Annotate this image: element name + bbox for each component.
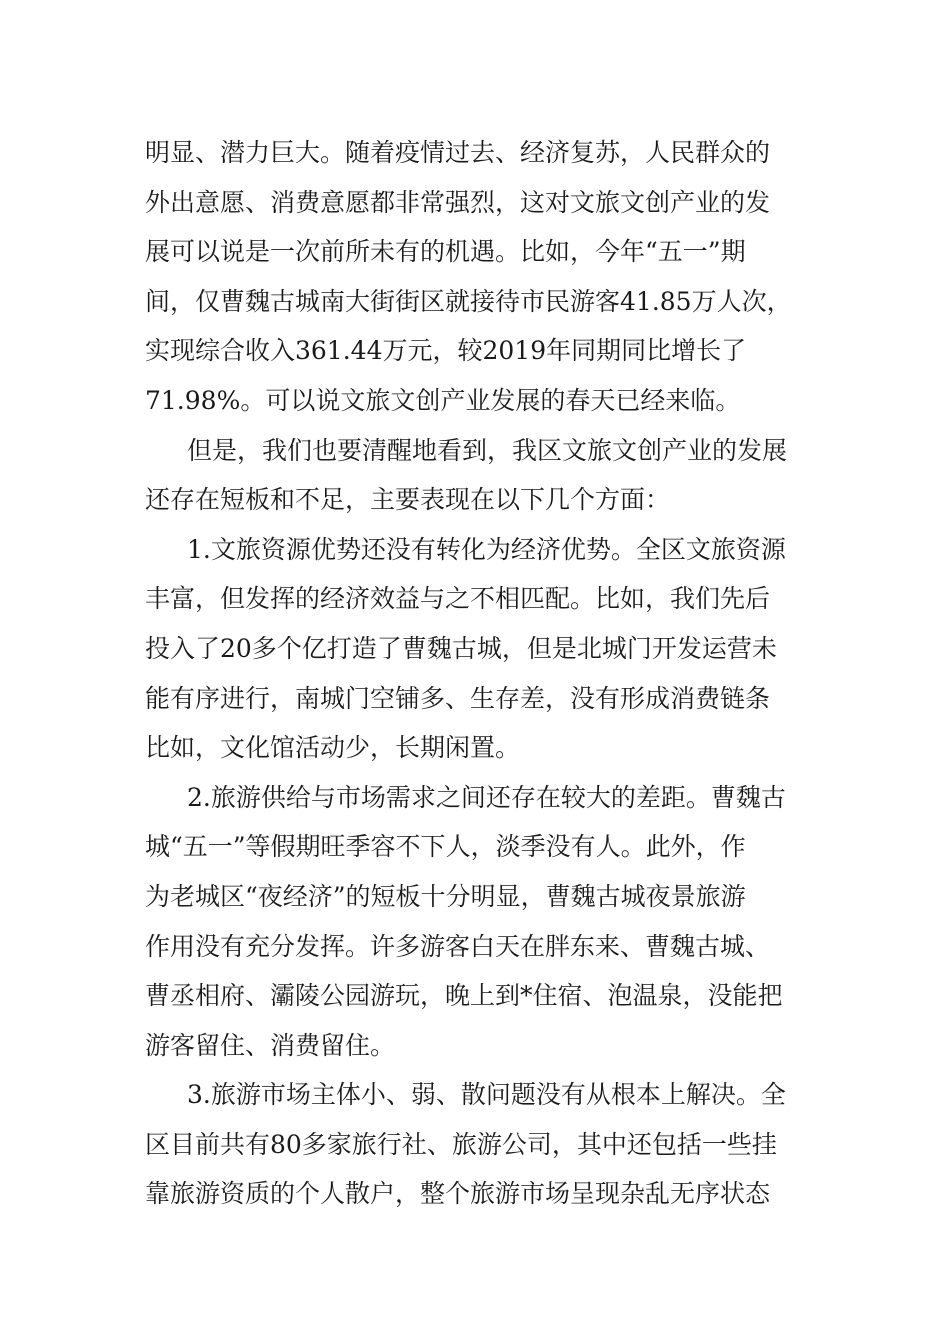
text-line: 比如，文化馆活动少，长期闲置。 (145, 733, 521, 763)
paragraph-point-3 (145, 1070, 810, 1219)
text-line: 外出意愿、消费意愿都非常强烈，这对文旅文创产业的发 (145, 187, 771, 217)
text-line: 为老城区“夜经济”的短板十分明显，曹魏古城夜景旅游 (145, 881, 746, 911)
text-line: 能有序进行，南城门空铺多、生存差，没有形成消费链条 (145, 683, 771, 713)
text-line: 丰富，但发挥的经济效益与之不相匹配。比如，我们先后 (145, 584, 771, 614)
text-line: 但是，我们也要清醒地看到，我区文旅文创产业的发展 (187, 435, 788, 465)
text-line: 城“五一”等假期旺季容不下人，淡季没有人。此外，作 (145, 832, 746, 862)
text-line: 间，仅曹魏古城南大街街区就接待市民游客41.85万人次， (145, 286, 792, 316)
text-line: 1.文旅资源优势还没有转化为经济优势。全区文旅资源 (187, 534, 786, 564)
text-line: 作用没有充分发挥。许多游客白天在胖东来、曹魏古城、 (145, 931, 771, 961)
text-line: 2.旅游供给与市场需求之间还存在较大的差距。曹魏古 (187, 782, 786, 812)
text-line: 区目前共有80多家旅行社、旅游公司，其中还包括一些挂 (145, 1129, 777, 1159)
text-line: 还存在短板和不足，主要表现在以下几个方面： (145, 485, 671, 515)
text-line: 展可以说是一次前所未有的机遇。比如，今年“五一”期 (145, 237, 746, 267)
text-line: 明显、潜力巨大。随着疫情过去、经济复苏，人民群众的 (145, 138, 771, 167)
paragraph-point-2 (145, 773, 810, 1071)
text-line: 游客留住、消费留住。 (145, 1030, 396, 1060)
document-body (145, 128, 810, 1219)
text-line: 实现综合收入361.44万元，较2019年同期同比增长了 (145, 336, 747, 366)
paragraph-opportunity (145, 128, 810, 426)
text-line: 投入了20多个亿打造了曹魏古城，但是北城门开发运营未 (145, 633, 777, 663)
text-line: 靠旅游资质的个人散户，整个旅游市场呈现杂乱无序状态 (145, 1179, 771, 1209)
text-line: 3.旅游市场主体小、弱、散问题没有从根本上解决。全 (187, 1080, 786, 1110)
paragraph-point-1 (145, 525, 810, 773)
paragraph-shortcomings-intro (145, 426, 810, 525)
text-line: 曹丞相府、灞陵公园游玩，晚上到*住宿、泡温泉，没能把 (145, 981, 783, 1011)
text-line: 71.98%。可以说文旅文创产业发展的春天已经来临。 (145, 385, 741, 415)
